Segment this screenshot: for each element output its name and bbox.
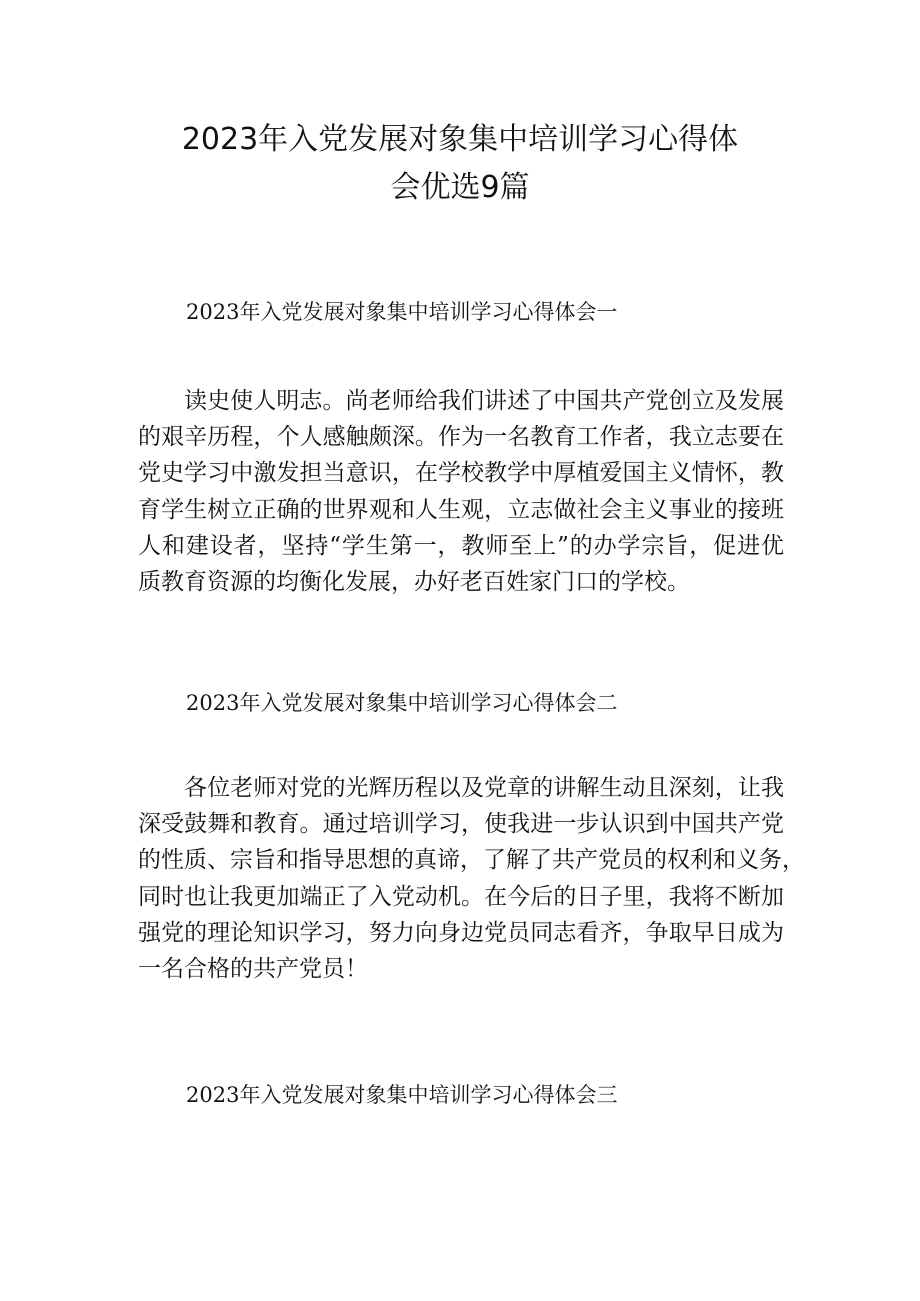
paragraph-line: 党史学习中激发担当意识，在学校教学中厚植爱国主义情怀，教 [138, 460, 784, 487]
section-heading-1: 2023年入党发展对象集中培训学习心得体会一 [186, 300, 618, 324]
title-line-2: 会优选9篇 [390, 170, 530, 205]
paragraph-line: 一名合格的共产党员！ [138, 956, 368, 983]
paragraph-line: 各位老师对党的光辉历程以及党章的讲解生动且深刻，让我 [184, 775, 784, 801]
document-title [120, 116, 800, 212]
section-paragraph-1 [138, 383, 784, 600]
paragraph-line: 强党的理论知识学习，努力向身边党员同志看齐，争取早日成为 [138, 919, 784, 946]
paragraph-line: 育学生树立正确的世界观和人生观，立志做社会主义事业的接班 [138, 496, 784, 523]
paragraph-line: 深受鼓舞和教育。通过培训学习，使我进一步认识到中国共产党 [138, 811, 784, 838]
section-paragraph-2 [138, 770, 805, 987]
paragraph-line: 的艰辛历程，个人感触颇深。作为一名教育工作者，我立志要在 [138, 424, 784, 451]
paragraph-line: 人和建设者，坚持“学生第一，教师至上”的办学宗旨，促进优 [138, 532, 784, 559]
paragraph-line: 读史使人明志。尚老师给我们讲述了中国共产党创立及发展 [184, 388, 784, 414]
section-heading-2: 2023年入党发展对象集中培训学习心得体会二 [186, 691, 618, 715]
title-line-1: 2023年入党发展对象集中培训学习心得体 [181, 122, 739, 157]
section-heading-3: 2023年入党发展对象集中培训学习心得体会三 [186, 1083, 618, 1107]
paragraph-line: 的性质、宗旨和指导思想的真谛，了解了共产党员的权利和义务， [138, 847, 805, 874]
paragraph-line: 质教育资源的均衡化发展，办好老百姓家门口的学校。 [138, 569, 690, 596]
paragraph-line: 同时也让我更加端正了入党动机。在今后的日子里，我将不断加 [138, 883, 784, 910]
